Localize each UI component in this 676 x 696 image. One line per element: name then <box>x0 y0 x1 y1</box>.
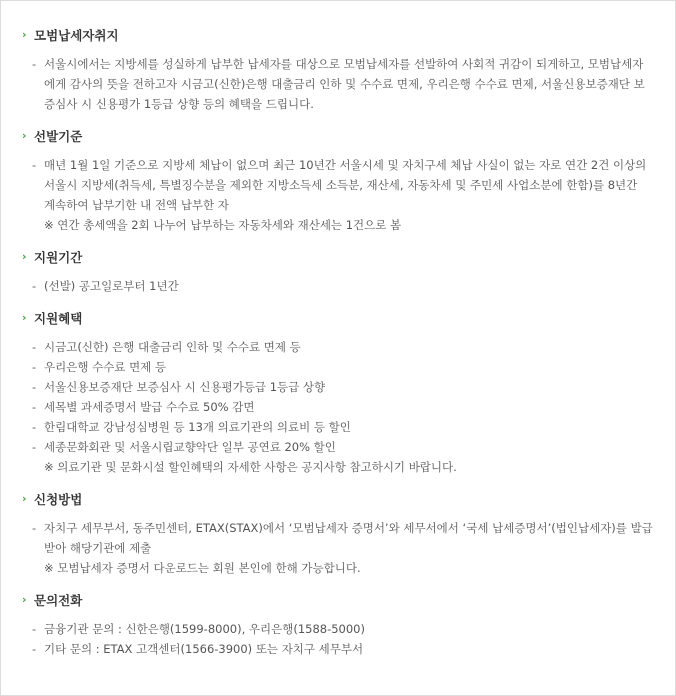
chevron-right-icon: › <box>22 129 27 142</box>
dash-icon: - <box>32 642 37 656</box>
section-title-text: 문의전화 <box>34 593 83 608</box>
note-text: ※ 연간 총세액을 2회 나누어 납부하는 자동차세와 재산세는 1건으로 봄 <box>44 218 402 232</box>
dash-icon: - <box>32 360 37 374</box>
section-title-text: 선발기준 <box>34 129 83 144</box>
list-item-text: 서울시에서는 지방세를 성실하게 납부한 납세자를 대상으로 모범납세자를 선발하여 사회적 귀감이 되게하고, 모범납세자 <box>44 57 644 71</box>
list-item-line <box>22 195 662 215</box>
section-title <box>22 592 662 610</box>
dash-icon: - <box>32 158 37 172</box>
section-title-text: 지원기간 <box>34 250 83 265</box>
note-text: ※ 의료기관 및 문화시설 할인혜택의 자세한 사항은 공지사항 참고하시기 바랍니다. <box>44 460 457 474</box>
section-title <box>22 27 662 45</box>
dash-icon: - <box>32 440 37 454</box>
section-title-text: 신청방법 <box>34 492 83 507</box>
section-title <box>22 128 662 146</box>
dash-icon: - <box>32 400 37 414</box>
list-item-line <box>22 397 662 417</box>
list-item-line <box>22 417 662 437</box>
list-item-text: 서울시 지방세(취득세, 특별징수분을 제외한 지방소득세 소득분, 재산세, 자동차세 및 주민세 사업소분에 한함)를 8년간 <box>44 178 638 192</box>
list-item-text: 기타 문의 : ETAX 고객센터(1566-3900) 또는 자치구 세무부서 <box>44 642 364 656</box>
note-text: ※ 모범납세자 증명서 다운로드는 회원 본인에 한해 가능합니다. <box>44 561 361 575</box>
list-item-line <box>22 94 662 114</box>
section-title-text: 지원혜택 <box>34 311 83 326</box>
section-title <box>22 249 662 267</box>
list-item-text: 금융기관 문의 : 신한은행(1599-8000), 우리은행(1588-5000) <box>44 622 365 636</box>
chevron-right-icon: › <box>22 593 27 606</box>
list-item-line <box>22 639 662 659</box>
list-item-text: 계속하여 납부기한 내 전액 납부한 자 <box>44 198 229 212</box>
section <box>22 128 662 235</box>
list-item-line <box>22 54 662 74</box>
list-item-text: 세종문화회관 및 서울시립교향악단 일부 공연료 20% 할인 <box>44 440 336 454</box>
chevron-right-icon: › <box>22 250 27 263</box>
dash-icon: - <box>32 340 37 354</box>
section <box>22 592 662 659</box>
list-item-line <box>22 276 662 296</box>
list-item-text: 매년 1월 1일 기준으로 지방세 체납이 없으며 최근 10년간 서울시세 및 자치구세 체납 사실이 없는 자로 연간 2건 이상의 <box>44 158 647 172</box>
list-item-line <box>22 619 662 639</box>
list-item-line <box>22 377 662 397</box>
list-item-text: 자치구 세무부서, 동주민센터, ETAX(STAX)에서 ‘모범납세자 증명서’와 세무서에서 ‘국세 납세증명서’(법인납세자)를 발급 <box>44 521 653 535</box>
list-item-line <box>22 518 662 538</box>
dash-icon: - <box>32 521 37 535</box>
section <box>22 310 662 477</box>
list-item-line <box>22 155 662 175</box>
list-item-line <box>22 337 662 357</box>
section <box>22 491 662 578</box>
info-content <box>22 27 662 673</box>
list-item-text: 서울신용보증재단 보증심사 시 신용평가등급 1등급 상향 <box>44 380 326 394</box>
section-title <box>22 310 662 328</box>
list-item-text: 한림대학교 강남성심병원 등 13개 의료기관의 의료비 등 할인 <box>44 420 351 434</box>
section-title <box>22 491 662 509</box>
list-item-line <box>22 357 662 377</box>
list-item-text: 받아 해당기관에 제출 <box>44 541 152 555</box>
list-item-line <box>22 437 662 457</box>
list-item-text: 세목별 과세증명서 발급 수수료 50% 감면 <box>44 400 255 414</box>
section-title-text: 모범납세자취지 <box>34 28 119 43</box>
list-item-text: 에게 감사의 뜻을 전하고자 시금고(신한)은행 대출금리 인하 및 수수료 면제, 우리은행 수수료 면제, 서울신용보증재단 보 <box>44 77 645 91</box>
section <box>22 27 662 114</box>
list-item-line <box>22 538 662 558</box>
dash-icon: - <box>32 420 37 434</box>
dash-icon: - <box>32 57 37 71</box>
chevron-right-icon: › <box>22 492 27 505</box>
section <box>22 249 662 296</box>
dash-icon: - <box>32 279 37 293</box>
list-item-text: 시금고(신한) 은행 대출금리 인하 및 수수료 면제 등 <box>44 340 301 354</box>
list-item-text: 우리은행 수수료 면제 등 <box>44 360 167 374</box>
dash-icon: - <box>32 380 37 394</box>
list-item-line <box>22 175 662 195</box>
chevron-right-icon: › <box>22 311 27 324</box>
list-item-text: 증심사 시 신용평가 1등급 상향 등의 혜택을 드립니다. <box>44 97 314 111</box>
dash-icon: - <box>32 622 37 636</box>
chevron-right-icon: › <box>22 28 27 41</box>
list-item-text: (선발) 공고일로부터 1년간 <box>44 279 179 293</box>
list-item-line <box>22 74 662 94</box>
